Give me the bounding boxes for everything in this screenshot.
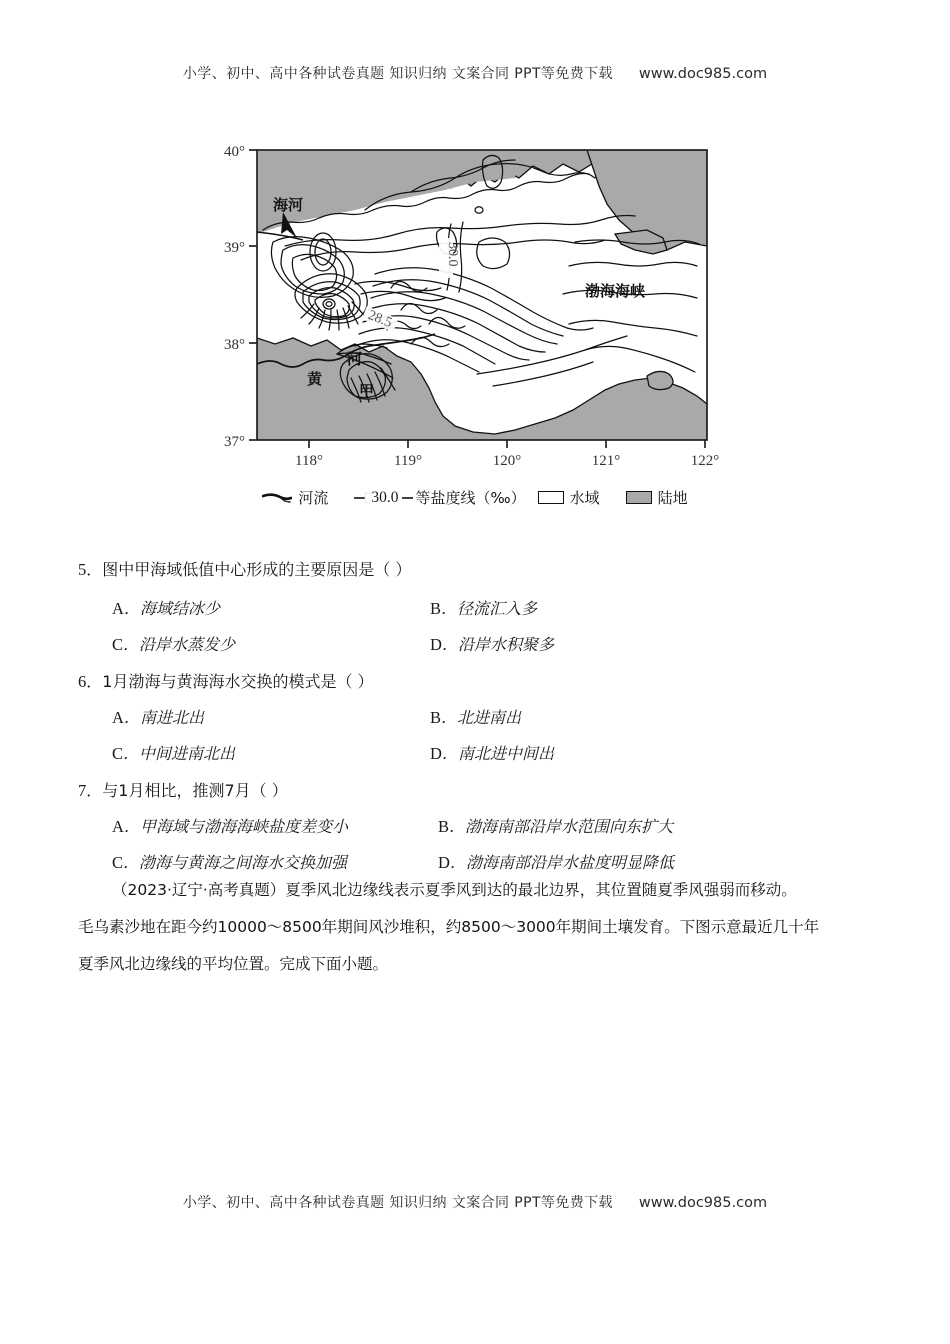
running-foot-text: 小学、初中、高中各种试卷真题 知识归纳 文案合同 PPT等免费下载 — [182, 1195, 613, 1211]
question-7-option-b[interactable]: B．渤海南部沿岸水范围向东扩大 — [438, 817, 674, 836]
legend-item-land — [626, 487, 688, 508]
running-foot — [0, 1192, 950, 1212]
option-text: 渤海南部沿岸水盐度明显降低 — [465, 853, 674, 872]
passage-line-1-text: （2023·辽宁·高考真题）夏季风北边缘线表示夏季风到达的最北边界，其位置随夏季风强弱而移动。 — [112, 881, 797, 899]
legend-label-isohaline: 等盐度线（‰） — [415, 489, 526, 507]
label-haihe: 海河 — [273, 196, 304, 214]
legend-label-land: 陆地 — [657, 489, 688, 507]
option-key: B — [430, 599, 442, 618]
land-swatch-icon — [626, 491, 652, 504]
legend-label-river: 河流 — [298, 489, 329, 507]
legend-item-isohaline — [354, 487, 525, 508]
water-swatch-icon — [538, 491, 564, 504]
running-foot-url: www.doc985.com — [638, 1195, 768, 1211]
bohai-salinity-map — [215, 138, 735, 468]
legend-label-water: 水域 — [569, 489, 600, 507]
option-text: 甲海域与渤海海峡盐度差变小 — [139, 817, 348, 836]
legend-isohaline-value: 30.0 — [371, 488, 399, 506]
passage-line-3 — [78, 946, 878, 983]
question-7-option-a[interactable]: A．甲海域与渤海海峡盐度差变小 — [112, 817, 348, 836]
option-key: B — [430, 708, 442, 727]
option-key: A — [112, 599, 124, 618]
question-5-option-c[interactable]: C．沿岸水蒸发少 — [112, 635, 236, 654]
question-6-option-a[interactable]: A．南进北出 — [112, 708, 204, 727]
option-text: 沿岸水蒸发少 — [139, 635, 236, 654]
option-text: 海域结冰少 — [139, 599, 220, 618]
option-text: 南进北出 — [139, 708, 204, 727]
river-icon — [262, 491, 292, 505]
label-huang: 黄 — [307, 370, 323, 388]
option-text: 中间进南北出 — [139, 744, 236, 763]
map-legend — [0, 487, 950, 508]
question-6-option-c[interactable]: C．中间进南北出 — [112, 744, 236, 763]
passage-line-3-text: 夏季风北边缘线的平均位置。完成下面小题。 — [78, 955, 389, 973]
option-text: 渤海南部沿岸水范围向东扩大 — [465, 817, 674, 836]
y-tick-38: 38° — [224, 337, 245, 353]
passage-block — [78, 872, 878, 983]
option-key: D — [438, 853, 450, 872]
question-5-option-d[interactable]: D．沿岸水积聚多 — [430, 635, 554, 654]
question-5-stem: 5．图中甲海域低值中心形成的主要原因是（ ） — [78, 560, 412, 579]
isohaline-icon-left — [354, 491, 370, 505]
map-container — [215, 138, 735, 468]
legend-item-water — [538, 487, 600, 508]
svg-text:28.5: 28.5 — [365, 307, 394, 332]
option-key: C — [112, 635, 124, 654]
option-key: B — [438, 817, 450, 836]
option-key: C — [112, 853, 124, 872]
option-text: 径流汇入多 — [457, 599, 538, 618]
option-key: A — [112, 817, 124, 836]
legend-item-river — [262, 487, 328, 508]
y-tick-37: 37° — [224, 434, 245, 450]
option-text: 南北进中间出 — [457, 744, 554, 763]
option-key: D — [430, 744, 442, 763]
passage-line-1 — [78, 872, 878, 909]
question-6-option-d[interactable]: D．南北进中间出 — [430, 744, 554, 763]
passage-line-2-text: 毛乌素沙地在距今约10000～8500年期间风沙堆积，约8500～3000年期间土壤发育。下图示意最近几十年 — [78, 918, 820, 936]
option-text: 北进南出 — [457, 708, 522, 727]
question-6-stem: 6．1月渤海与黄海海水交换的模式是（ ） — [78, 672, 374, 691]
label-he: 河 — [347, 350, 363, 368]
passage-line-2 — [78, 909, 878, 946]
question-7-stem-text: 与1月相比，推测7月（ ） — [102, 781, 288, 800]
y-tick-40: 40° — [224, 144, 245, 160]
x-tick-118: 118° — [295, 453, 323, 468]
question-6-stem-text: 1月渤海与黄海海水交换的模式是（ ） — [102, 672, 374, 691]
x-tick-122: 122° — [690, 453, 720, 468]
x-tick-119: 119° — [394, 453, 422, 468]
option-key: A — [112, 708, 124, 727]
option-key: D — [430, 635, 442, 654]
question-5-stem-text: 图中甲海域低值中心形成的主要原因是（ ） — [102, 560, 412, 579]
island-southeast — [647, 371, 673, 389]
running-head-url: www.doc985.com — [638, 66, 768, 82]
question-6-option-b[interactable]: B．北进南出 — [430, 708, 522, 727]
x-tick-121: 121° — [591, 453, 621, 468]
option-key: C — [112, 744, 124, 763]
running-head — [0, 63, 950, 83]
option-text: 沿岸水积聚多 — [457, 635, 554, 654]
isohaline-icon-right — [399, 491, 413, 505]
question-7-option-d[interactable]: D．渤海南部沿岸水盐度明显降低 — [438, 853, 674, 872]
option-text: 渤海与黄海之间海水交换加强 — [139, 853, 348, 872]
question-5-option-a[interactable]: A．海域结冰少 — [112, 599, 220, 618]
x-tick-120: 120° — [492, 453, 522, 468]
question-5-option-b[interactable]: B．径流汇入多 — [430, 599, 538, 618]
label-bohai-strait: 渤海海峡 — [585, 282, 646, 300]
question-7-option-c[interactable]: C．渤海与黄海之间海水交换加强 — [112, 853, 348, 872]
running-head-text: 小学、初中、高中各种试卷真题 知识归纳 文案合同 PPT等免费下载 — [182, 66, 613, 82]
salinity-map-figure — [0, 138, 950, 468]
question-7-stem: 7．与1月相比，推测7月（ ） — [78, 781, 288, 800]
svg-text:30.0: 30.0 — [445, 242, 460, 267]
label-point-jia: 甲 — [359, 382, 375, 400]
y-tick-39: 39° — [224, 240, 245, 256]
